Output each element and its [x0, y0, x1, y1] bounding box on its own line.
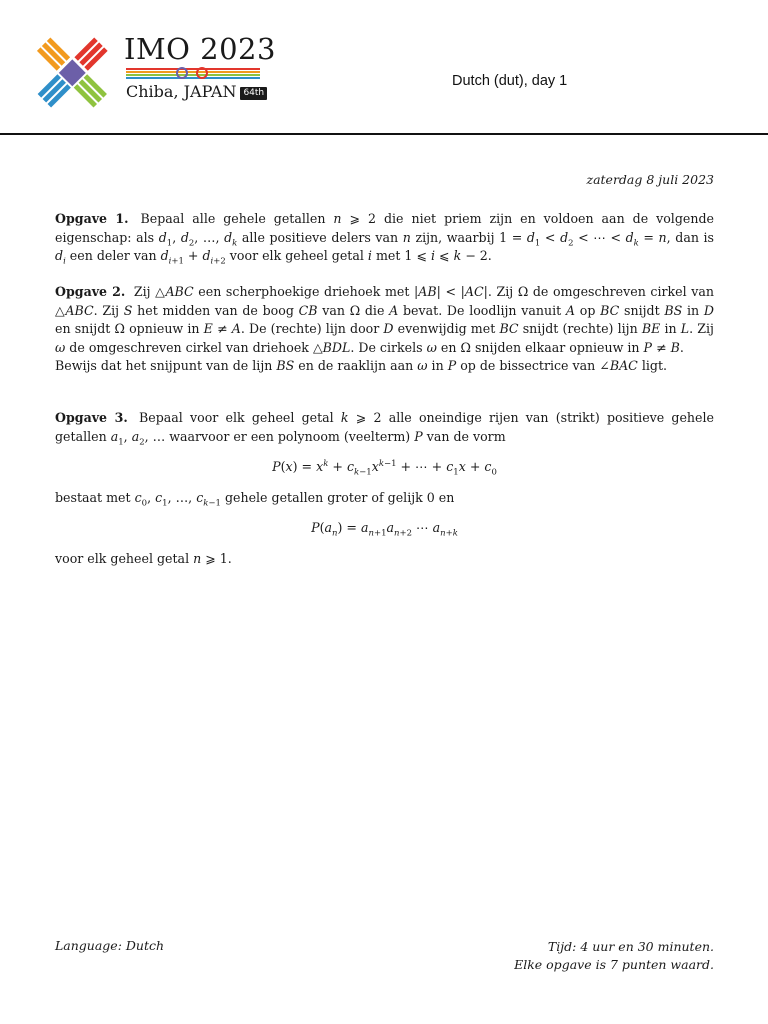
footer-points: Elke opgave is 7 punten waard.	[514, 957, 714, 972]
footer-time: Tijd: 4 uur en 30 minuten.	[547, 939, 714, 954]
footer-info	[514, 938, 714, 974]
product-formula: $P(a_n) = a_{n+1}a_{n+2}$ ⋯ $a_{n+k}$	[311, 520, 458, 539]
polynomial-formula: $P(x) = x^k + c_{k-1}x^{k-1}$ + ⋯ + $c_1x + c_0$	[272, 458, 497, 478]
imo-logo-icon	[32, 30, 114, 110]
exam-date: zaterdag 8 juli 2023	[586, 172, 714, 187]
logo-title: IMO 2023	[124, 32, 276, 66]
problem-2: Opgave 2. Zij △ABC een scherphoekige driehoek met |AB| < |AC|. Zij Ω de omgeschreven cirkel van △ABC. Zij S het midden van de boog CB van Ω die A bevat. De loodlijn vanuit A op BC snijdt BS in D en snijdt Ω opnieuw in E ≠ A. De (rechte) lijn door D evenwijdig met BC snijdt (rechte) lijn BE in L. Zij ω de omgeschreven cirkel van driehoek △BDL. De cirkels ω en Ω snijden elkaar opnieuw in P ≠ B. Bewijs dat het snijpunt van de lijn BS en de raaklijn aan ω in P op de bissectrice van ∠BAC ligt.	[55, 284, 714, 373]
logo-band-icon	[126, 67, 260, 79]
header-divider	[0, 133, 768, 135]
page-header	[0, 0, 768, 134]
problem-3: Opgave 3. Bepaal voor elk geheel getal k ⩾ 2 alle oneindige rijen van (strikt) positieve gehele getallen $a_1$, $a_2$, … waarvoor er een polynoom (veelterm) P van de vorm $P(x) = x^k + c_{k-1}x^{k-1}$ + ⋯ + $c_1x + c_0$ bestaat met $c_0$, $c_1$, …, $c_{k-1}$ gehele getallen groter of gelijk 0 en $P(a_n) = a_{n+1}a_{n+2}$ ⋯ $a_{n+k}$ voor elk geheel getal n ⩾ 1.	[55, 410, 714, 566]
footer-language: Language: Dutch	[55, 938, 165, 953]
problem-1: Opgave 1. Bepaal alle gehele getallen n ⩾ 2 die niet priem zijn en voldoen aan de volgende eigenschap: als $d_1$, $d_2$, …, $d_k$ alle positieve delers van n zijn, waarbij $1 = d_1 < d_2$ < ⋯ < $d_k = n$, dan is $d_i$ een deler van $d_{i+1} + d_{i+2}$ voor elk geheel getal i met 1 ⩽ i ⩽ k − 2.	[55, 211, 715, 267]
problem-2-label: Opgave 2.	[55, 284, 126, 299]
edition-badge: 64th	[240, 87, 267, 100]
problem-1-label: Opgave 1.	[55, 211, 129, 226]
language-day-label: Dutch (dut), day 1	[452, 73, 568, 89]
logo-place: Chiba, JAPAN 64th	[126, 82, 267, 101]
problem-3-label: Opgave 3.	[55, 410, 128, 425]
